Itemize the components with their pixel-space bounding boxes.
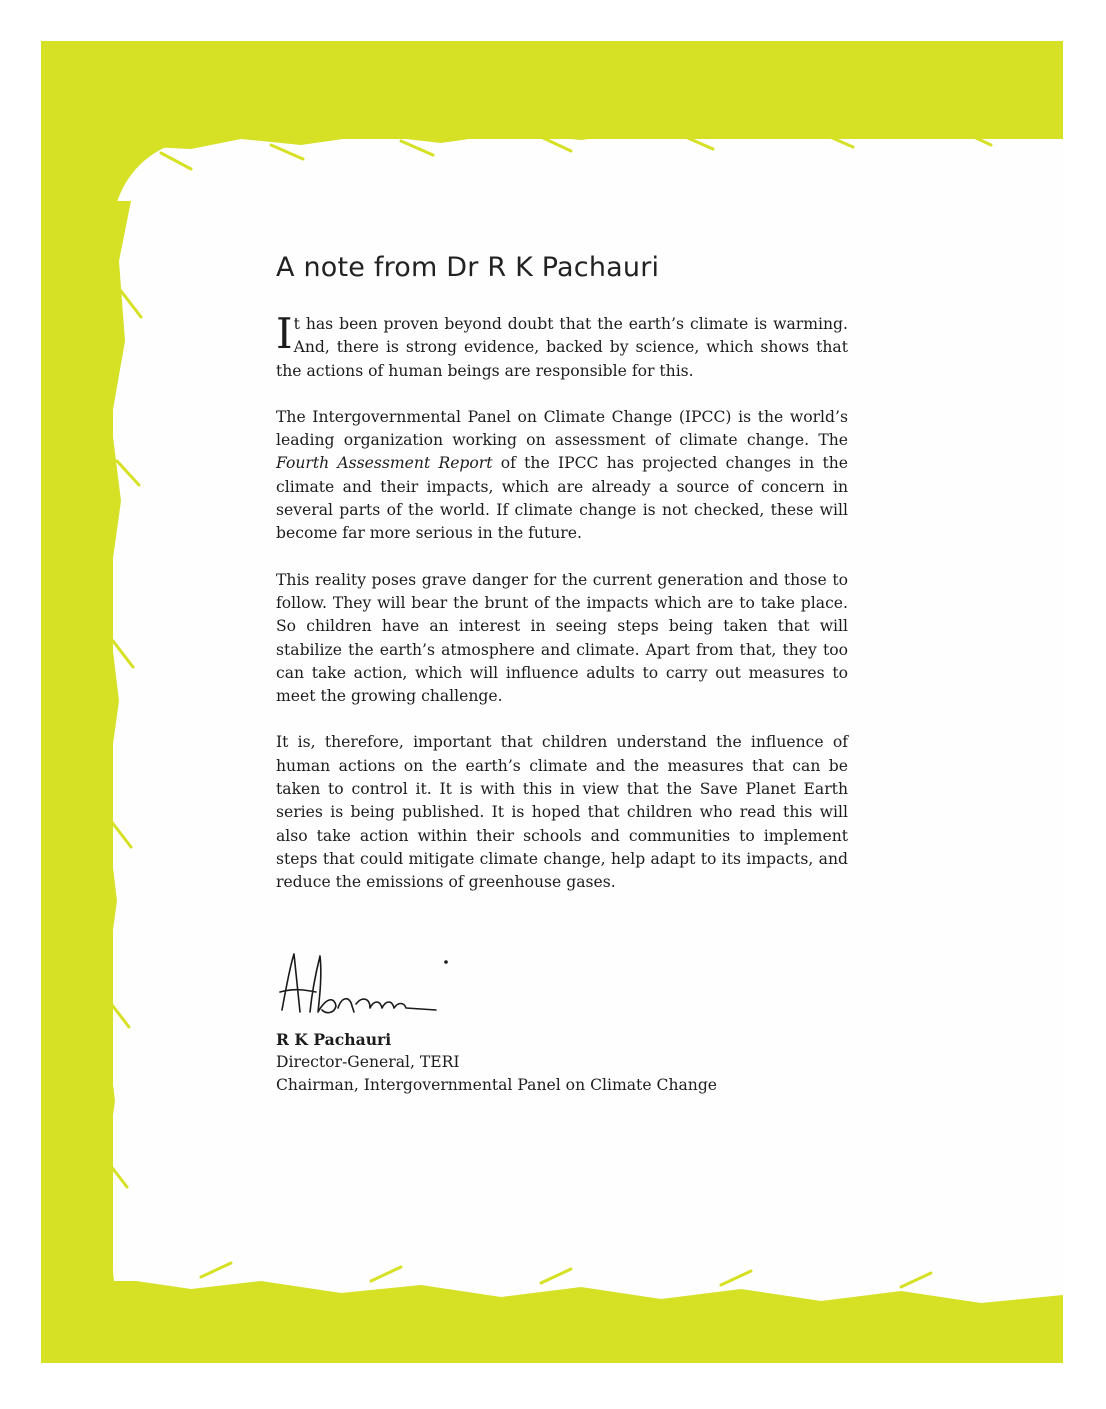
paragraph-3: This reality poses grave danger for the current generation and those to follow. They will bear the brunt of the impacts which are to take place. So children have an interest in seeing steps being taken that will stabilize the earth’s atmosphere and climate. Apart from that, they too can take action, which will influence adults to carry out measures to meet the growing challenge. bbox=[276, 570, 848, 706]
page-title: A note from Dr R K Pachauri bbox=[276, 252, 660, 283]
paragraph-2-text-a: The Intergovernmental Panel on Climate Change (IPCC) is the world’s leading organization working on assessment of climate change. The bbox=[276, 407, 848, 450]
signatory-title-2: Chairman, Intergovernmental Panel on Climate Change bbox=[276, 1076, 718, 1095]
report-title-italic: Fourth Assessment Report bbox=[276, 454, 493, 473]
paragraph-1 bbox=[276, 309, 848, 383]
signatory-title-1: Director-General, TERI bbox=[276, 1052, 460, 1071]
paragraph-2-text-b: of the IPCC has projected changes in the climate and their impacts, which are already a source of concern in several parts of the world. If climate change is not checked, these will become far more serious in the future. bbox=[276, 454, 848, 543]
handwritten-signature bbox=[276, 948, 476, 1024]
paragraph-1-text: t has been proven beyond doubt that the earth’s climate is warming. And, there is strong evidence, backed by science, which shows that the actions of human beings are responsible for this. bbox=[276, 315, 848, 380]
drop-cap: I bbox=[276, 309, 293, 358]
letter-content bbox=[276, 252, 848, 1097]
paragraph-2 bbox=[276, 406, 848, 546]
signatory-name: R K Pachauri bbox=[276, 1029, 392, 1049]
paragraph-4: It is, therefore, important that children understand the influence of human actions on the earth’s climate and the measures that can be taken to control it. It is with this in view that the Save Planet Earth series is being published. It is hoped that children who read this will also take action within their schools and communities to implement steps that could mitigate climate change, help adapt to its impacts, and reduce the emissions of greenhouse gases. bbox=[276, 733, 848, 892]
